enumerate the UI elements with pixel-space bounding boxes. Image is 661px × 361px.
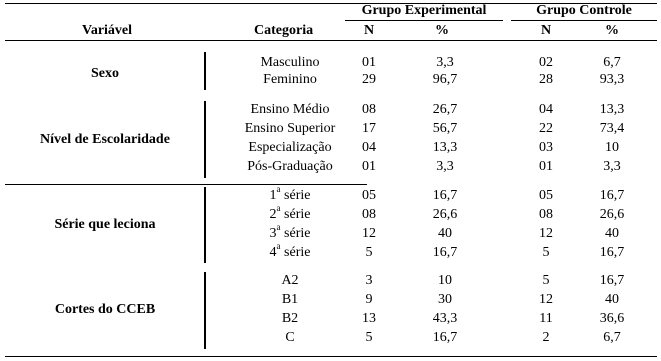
- ctrl-pct-cell: 26,6: [599, 207, 625, 222]
- exp-pct-cell: 10: [438, 273, 452, 288]
- exp-n-cell: 5: [365, 330, 373, 345]
- serie-ordinal: a: [276, 184, 281, 195]
- ctrl-n-cell: 08: [539, 207, 553, 222]
- ctrl-pct-cell: 93,3: [599, 72, 625, 87]
- group-controle-underline: [511, 20, 657, 21]
- ctrl-n-cell: 05: [539, 188, 553, 203]
- variable-label-sexo: Sexo: [91, 66, 119, 81]
- categoria-cell: B2: [281, 311, 299, 326]
- exp-n-cell: 3: [365, 273, 373, 288]
- ctrl-n-cell: 03: [539, 140, 553, 155]
- serie-ordinal: a: [276, 222, 281, 233]
- ctrl-pct-cell: 40: [605, 292, 619, 307]
- exp-pct-cell: 26,6: [432, 207, 458, 222]
- exp-pct-cell: 13,3: [432, 140, 458, 155]
- categoria-cell: Especialização: [248, 140, 332, 155]
- header-ctrl-n: N: [540, 23, 552, 38]
- ctrl-pct-cell: 73,4: [599, 121, 625, 136]
- exp-pct-cell: 26,7: [432, 102, 458, 117]
- categoria-cell: [220, 222, 360, 242]
- exp-n-cell: 12: [362, 226, 376, 241]
- categoria-cell: B1: [281, 292, 299, 307]
- ctrl-pct-cell: 16,7: [599, 188, 625, 203]
- exp-pct-cell: 16,7: [432, 245, 458, 260]
- exp-pct-cell: 43,3: [432, 311, 458, 326]
- serie-word: série: [280, 188, 311, 203]
- ctrl-pct-cell: 36,6: [599, 311, 625, 326]
- header-variavel: Variável: [82, 23, 133, 38]
- ctrl-pct-cell: 16,7: [599, 273, 625, 288]
- header-exp-n: N: [363, 23, 375, 38]
- ctrl-n-cell: 12: [539, 292, 553, 307]
- exp-n-cell: 9: [365, 292, 373, 307]
- ctrl-pct-cell: 6,7: [603, 330, 621, 345]
- exp-pct-cell: 3,3: [436, 159, 454, 174]
- exp-pct-cell: 40: [438, 226, 452, 241]
- ctrl-n-cell: 2: [542, 330, 550, 345]
- categoria-cell: C: [285, 330, 295, 345]
- categoria-cell: A2: [281, 273, 299, 288]
- exp-n-cell: 17: [362, 121, 376, 136]
- exp-n-cell: 5: [365, 245, 373, 260]
- serie-word: série: [280, 226, 311, 241]
- variable-label-serie: Série que leciona: [54, 217, 156, 232]
- ctrl-n-cell: 02: [539, 55, 553, 70]
- variable-label-escolaridade: Nível de Escolaridade: [40, 132, 170, 147]
- categoria-cell: Ensino Médio: [250, 102, 330, 117]
- exp-n-cell: 05: [362, 188, 376, 203]
- serie-ordinal: a: [276, 203, 281, 214]
- header-exp-pct: %: [435, 23, 449, 38]
- header-grupo-controle: Grupo Controle: [536, 3, 632, 18]
- serie-number: 4: [269, 245, 277, 260]
- serie-word: série: [280, 245, 311, 260]
- exp-pct-cell: 16,7: [432, 188, 458, 203]
- ctrl-n-cell: 12: [539, 226, 553, 241]
- exp-n-cell: 01: [362, 159, 376, 174]
- serie-word: série: [280, 207, 311, 222]
- categoria-cell: Masculino: [260, 55, 320, 70]
- exp-pct-cell: 16,7: [432, 330, 458, 345]
- exp-pct-cell: 56,7: [432, 121, 458, 136]
- exp-n-cell: 13: [362, 311, 376, 326]
- exp-n-cell: 04: [362, 140, 376, 155]
- ctrl-n-cell: 5: [542, 273, 550, 288]
- exp-n-cell: 08: [362, 207, 376, 222]
- categoria-cell: Pós-Graduação: [247, 159, 333, 174]
- categoria-cell: Feminino: [263, 72, 317, 87]
- header-ctrl-pct: %: [605, 23, 619, 38]
- ctrl-n-cell: 04: [539, 102, 553, 117]
- serie-ordinal: a: [276, 241, 281, 252]
- serie-number: 2: [269, 207, 277, 222]
- ctrl-pct-cell: 10: [605, 140, 619, 155]
- exp-pct-cell: 3,3: [436, 55, 454, 70]
- header-grupo-experimental: Grupo Experimental: [361, 3, 487, 18]
- section-rule-short: [5, 184, 367, 185]
- ctrl-n-cell: 11: [539, 311, 553, 326]
- ctrl-n-cell: 28: [539, 72, 553, 87]
- exp-n-cell: 29: [362, 72, 376, 87]
- categoria-cell: [220, 241, 360, 261]
- table-bottom-rule: [5, 356, 657, 357]
- ctrl-pct-cell: 40: [605, 226, 619, 241]
- ctrl-n-cell: 5: [542, 245, 550, 260]
- ctrl-pct-cell: 3,3: [603, 159, 621, 174]
- variable-label-cortes: Cortes do CCEB: [54, 302, 156, 317]
- ctrl-pct-cell: 13,3: [599, 102, 625, 117]
- exp-pct-cell: 30: [438, 292, 452, 307]
- ctrl-pct-cell: 16,7: [599, 245, 625, 260]
- group-experimental-underline: [345, 20, 503, 21]
- serie-number: 3: [269, 226, 277, 241]
- exp-n-cell: 01: [362, 55, 376, 70]
- ctrl-n-cell: 01: [539, 159, 553, 174]
- header-bottom-rule: [5, 40, 657, 41]
- serie-number: 1: [269, 188, 277, 203]
- ctrl-n-cell: 22: [539, 121, 553, 136]
- header-categoria: Categoria: [254, 23, 314, 38]
- categoria-cell: [220, 184, 360, 204]
- exp-n-cell: 08: [362, 102, 376, 117]
- exp-pct-cell: 96,7: [432, 72, 458, 87]
- categoria-cell: Ensino Superior: [244, 121, 336, 136]
- categoria-cell: [220, 203, 360, 223]
- ctrl-pct-cell: 6,7: [603, 55, 621, 70]
